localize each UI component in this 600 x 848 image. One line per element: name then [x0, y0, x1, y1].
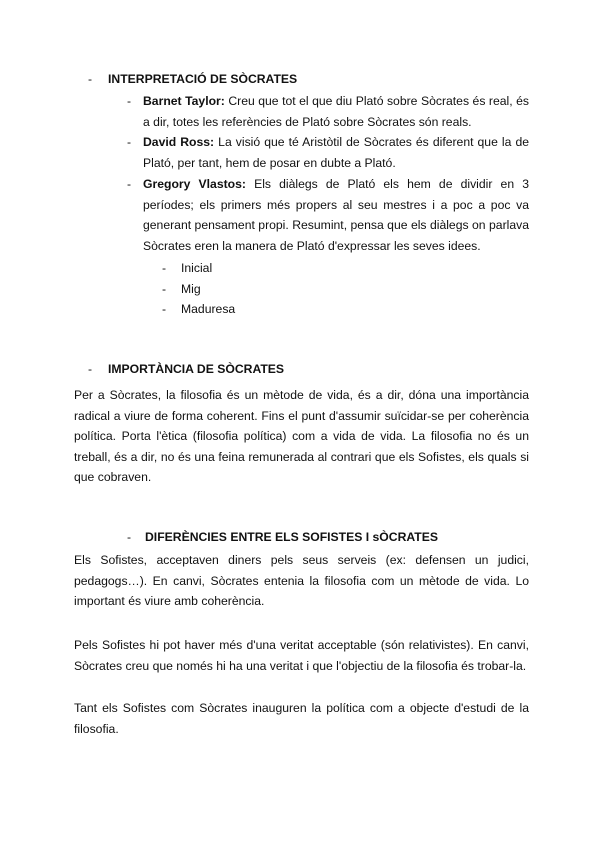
- period-item: Inicial: [181, 261, 213, 275]
- bullet-dash: -: [127, 94, 132, 108]
- item-david-ross: [143, 132, 529, 173]
- paragraph-diferencies-1: Els Sofistes, acceptaven diners pels seus serveis (ex: defensen un judici, pedagogs…). En canvi, Sòcrates entenia la filosofia com un mètode de vida. Lo important és viure amb coherència.: [74, 553, 529, 608]
- paragraph-diferencies-2: Pels Sofistes hi pot haver més d'una veritat acceptable (són relativistes). En canvi, Sòcrates creu que només hi ha una veritat i que l'objectiu de la filosofia és trobar-la.: [74, 638, 529, 673]
- heading-diferencies: DIFERÈNCIES ENTRE ELS SOFISTES I sÒCRATES: [145, 530, 438, 544]
- item-text: La visió que té Aristòtil de Sòcrates és diferent que la de Plató, per tant, hem de posar en dubte a Plató.: [143, 135, 530, 170]
- bullet-dash: -: [162, 282, 167, 296]
- paragraph-importancia: Per a Sòcrates, la filosofia és un mètode de vida, és a dir, dóna una importància radical a viure de forma coherent. Fins el punt d'assumir suïcidar-se per coherència política. Porta l'ètica (filosofia política) com a vida de vida. La filosofia no és un treball, és a dir, no és una feina remunerada al contrari que els Sofistes, els quals si que cobraven.: [74, 388, 529, 484]
- bullet-dash: -: [162, 261, 167, 275]
- item-name: Barnet Taylor:: [143, 94, 225, 108]
- item-gregory-vlastos: [143, 174, 529, 256]
- paragraph-diferencies-3: Tant els Sofistes com Sòcrates inauguren la política com a objecte d'estudi de la filosofia.: [74, 701, 529, 736]
- bullet-dash: -: [88, 72, 93, 86]
- heading-interpretacio: INTERPRETACIÓ DE SÒCRATES: [108, 72, 298, 86]
- period-item: Mig: [181, 282, 201, 296]
- item-text: Els diàlegs de Plató els hem de dividir en 3 períodes; els primers més propers al seu mestres i a poc a poc va generant pensament propi. Resumint, pensa que els diàlegs on parlava Sòcrates eren la manera de Plató d'expressar les seves idees.: [143, 177, 529, 253]
- bullet-dash: -: [127, 530, 132, 544]
- item-name: Gregory Vlastos:: [143, 177, 246, 191]
- item-barnet-taylor: [143, 91, 529, 132]
- bullet-dash: -: [127, 177, 132, 191]
- period-item: Maduresa: [181, 302, 236, 316]
- item-text: Creu que tot el que diu Plató sobre Sòcrates és real, és a dir, totes les referències de Plató sobre Sòcrates són reals.: [143, 94, 529, 129]
- heading-importancia: IMPORTÀNCIA DE SÒCRATES: [108, 362, 285, 376]
- bullet-dash: -: [127, 135, 132, 149]
- item-name: David Ross:: [143, 135, 215, 149]
- bullet-dash: -: [88, 362, 93, 376]
- bullet-dash: -: [162, 302, 167, 316]
